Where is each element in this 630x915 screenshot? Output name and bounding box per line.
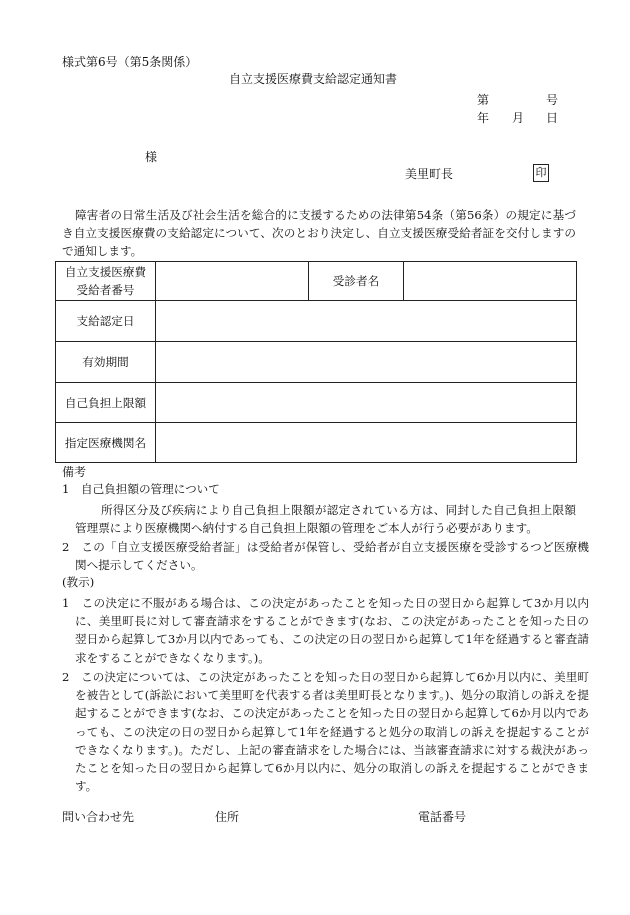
approval-date-label: 支給認定日 [56,301,156,342]
form-number: 様式第6号（第5条関係） [62,55,198,69]
number-suffix: 号 [546,93,559,107]
instructions-heading: (教示) [62,575,95,589]
note-item-1-title: 1 自己負担額の管理について [62,482,220,496]
date-month: 月 [512,111,525,125]
date-year: 年 [477,111,490,125]
issuer-name: 美里町長 [405,167,454,181]
notes-heading: 備考 [62,465,87,479]
note-item-1-body: 所得区分及び疾病により自己負担上限額が認定されている方は、同封した自己負担上限額管理票により医療機関へ納付する自己負担上限額の管理をご本人が行う必要があります。 [75,503,576,536]
recipient-number-value [156,262,309,301]
designated-institution-value [156,423,577,463]
address-label: 住所 [215,810,240,824]
table-row [56,301,577,342]
number-prefix: 第 [477,93,490,107]
phone-label: 電話番号 [418,810,467,824]
instruction-item-1: 1 この決定に不服がある場合は、この決定があったことを知った日の翌日から起算して3か月以内に、美里町長に対して審査請求をすることができます(なお、この決定があったことを知った日の翌日から起算して3か月以内であっても、この決定の日の翌日から起算して1年を経過すると審査請求をすることができなくなります。)。 [62,596,589,665]
patient-name-value [404,262,577,301]
validity-period-label: 有効期間 [56,342,156,383]
document-title: 自立支援医療費支給認定通知書 [229,72,398,86]
patient-name-label: 受診者名 [309,262,404,301]
recipient-suffix: 様 [145,150,158,164]
intro-paragraph: 障害者の日常生活及び社会生活を総合的に支援するための法律第54条（第56条）の規定に基づき自立支援医療費の支給認定について、次のとおり決定し、自立支援医療受給者証を交付しますので通知します。 [62,208,576,259]
copay-limit-value [156,383,577,423]
date-day: 日 [546,111,559,125]
designated-institution-label: 指定医療機関名 [56,423,156,463]
approval-date-value [156,301,577,342]
certification-table [55,261,577,463]
recipient-number-label-line2: 受給者番号 [76,283,135,297]
table-row [56,383,577,423]
contact-label: 問い合わせ先 [62,810,135,824]
table-row [56,342,577,383]
recipient-number-label [56,262,156,301]
validity-period-value [156,342,577,383]
table-row [56,262,577,301]
recipient-number-label-line1: 自立支援医療費 [64,265,147,279]
seal-mark: 印 [533,164,549,182]
table-row [56,423,577,463]
instruction-item-2: 2 この決定については、この決定があったことを知った日の翌日から起算して6か月以内に、美里町を被告として(訴訟において美里町を代表する者は美里町長となります。)、処分の取消しの訴えを提起することができます(なお、この決定があったことを知った日の翌日から起算して6か月以内であっても、この決定の日の翌日から起算して1年を経過すると処分の取消しの訴えを提起することができなくなります。)。ただし、上記の審査請求をした場合には、当該審査請求に対する裁決があったことを知った日の翌日から起算して6か月以内に、処分の取消しの訴えを提起することができます。 [62,670,589,794]
copay-limit-label: 自己負担上限額 [56,383,156,423]
note-item-2: 2 この「自立支援医療受給者証」は受給者が保管し、受給者が自立支援医療を受診するつど医療機関へ提示してください。 [62,540,589,573]
